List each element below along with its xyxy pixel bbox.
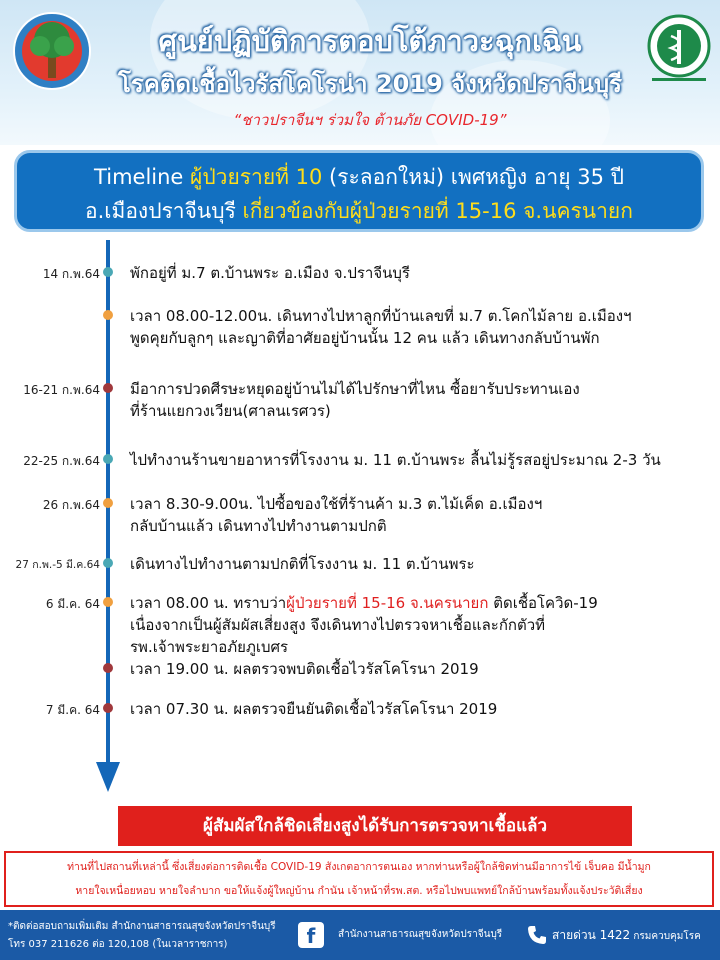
timeline-date: 26 ก.พ.64 xyxy=(42,498,100,512)
timeline-event xyxy=(130,493,715,537)
timeline-dot xyxy=(103,703,113,713)
banner-line-1 xyxy=(17,161,701,194)
contact-line: *ติดต่อสอบถามเพิ่มเติม สำนักงานสาธารณสุขจังหวัดปราจีนบุรี xyxy=(8,921,276,932)
timeline-dot xyxy=(103,267,113,277)
event-line: เนื่องจากเป็นผู้สัมผัสเสี่ยงสูง จึงเดินทางไปตรวจหาเชื้อและกักตัวที่ xyxy=(130,616,546,634)
timeline-date: 6 มี.ค. 64 xyxy=(45,597,100,611)
header-subtitle: โรคติดเชื้อไวรัสโคโรน่า 2019 จังหวัดปราจีนบุรี xyxy=(118,70,622,98)
header-slogan: “ชาวปราจีนฯ ร่วมใจ ต้านภัย COVID-19” xyxy=(233,111,507,129)
timeline-dot xyxy=(103,383,113,393)
hotline xyxy=(552,926,701,945)
risk-warning-box xyxy=(4,851,714,907)
timeline-arrow-head xyxy=(96,762,120,792)
timeline-date: 27 ก.พ.-5 มี.ค.64 xyxy=(15,559,100,571)
event-line: เวลา 08.00-12.00น. เดินทางไปหาลูกที่บ้านเลขที่ ม.7 ต.โคกไม้ลาย อ.เมืองฯ xyxy=(130,307,632,325)
timeline-date: 22-25 ก.พ.64 xyxy=(23,454,100,468)
phone-icon xyxy=(526,924,548,946)
timeline-event xyxy=(130,305,715,349)
facebook-icon[interactable]: f xyxy=(298,922,324,948)
hotline-number: สายด่วน 1422 xyxy=(552,928,631,942)
banner-line-2 xyxy=(17,195,701,228)
timeline-date: 16-21 ก.พ.64 xyxy=(23,383,100,397)
timeline-event xyxy=(130,592,715,658)
timeline-event: เวลา 19.00 น. ผลตรวจพบติดเชื้อไวรัสโคโรนา 2019 xyxy=(130,660,479,678)
timeline-banner xyxy=(14,150,704,232)
header-title: ศูนย์ปฏิบัติการตอบโต้ภาวะฉุกเฉิน xyxy=(158,24,582,58)
timeline-event: เวลา 07.30 น. ผลตรวจยืนยันติดเชื้อไวรัสโคโรนา 2019 xyxy=(130,700,498,718)
footer-contact xyxy=(8,918,276,954)
timeline-event xyxy=(130,378,715,422)
timeline-event: พักอยู่ที่ ม.7 ต.บ้านพระ อ.เมือง จ.ปราจีนบุรี xyxy=(130,264,410,282)
footer xyxy=(0,910,720,960)
header xyxy=(0,0,720,145)
event-text: เวลา 08.00 น. ทราบว่า xyxy=(130,594,287,612)
event-line: พูดคุยกับลูกๆ และญาติที่อาศัยอยู่บ้านนั้น 12 คน แล้ว เดินทางกลับบ้านพัก xyxy=(130,329,600,347)
timeline-dot xyxy=(103,597,113,607)
contact-phone: โทร 037 211626 ต่อ 120,108 (ในเวลาราชการ) xyxy=(8,939,228,950)
event-line: กลับบ้านแล้ว เดินทางไปทำงานตามปกติ xyxy=(130,517,387,535)
timeline-date: 7 มี.ค. 64 xyxy=(45,703,100,717)
banner-highlight: เกี่ยวข้องกับผู้ป่วยรายที่ 15-16 จ.นครนายก xyxy=(242,199,633,223)
banner-highlight: ผู้ป่วยรายที่ 10 xyxy=(190,165,323,189)
event-line: มีอาการปวดศีรษะหยุดอยู่บ้านไม่ได้ไปรักษาที่ไหน ซื้อยารับประทานเอง xyxy=(130,380,580,398)
warning-line: ท่านที่ไปสถานที่เหล่านี้ ซึ่งเสี่ยงต่อการติดเชื้อ COVID-19 สังเกตอาการตนเอง หากท่านหรือผู้ใกล้ชิดท่านมีอาการไข้ เจ็บคอ มีน้ำมูก xyxy=(67,861,651,873)
hotline-org: กรมควบคุมโรค xyxy=(633,931,701,942)
timeline-dot xyxy=(103,558,113,568)
event-line: ที่ร้านแยกวงเวียน(ศาลนเรศวร) xyxy=(130,402,331,420)
event-highlight: ผู้ป่วยรายที่ 15-16 จ.นครนายก xyxy=(286,594,489,612)
facebook-page-name[interactable]: สำนักงานสาธารณสุขจังหวัดปราจีนบุรี xyxy=(338,929,503,940)
timeline-dot xyxy=(103,663,113,673)
province-seal-logo xyxy=(8,10,96,92)
banner-prefix: อ.เมืองปราจีนบุรี xyxy=(85,199,243,223)
timeline-event: เดินทางไปทำงานตามปกติที่โรงงาน ม. 11 ต.บ้านพระ xyxy=(130,555,475,573)
timeline-event: ไปทำงานร้านขายอาหารที่โรงงาน ม. 11 ต.บ้านพระ ลื้นไม่รู้รสอยู่ประมาณ 2-3 วัน xyxy=(130,451,661,469)
banner-suffix: (ระลอกใหม่) เพศหญิง อายุ 35 ปี xyxy=(322,165,624,189)
event-line: เวลา 8.30-9.00น. ไปซื้อของใช้ที่ร้านค้า ม.3 ต.ไม้เค็ด อ.เมืองฯ xyxy=(130,495,543,513)
timeline-date: 14 ก.พ.64 xyxy=(42,267,100,281)
warning-line: หายใจเหนื่อยหอบ หายใจลำบาก ขอให้แจ้งผู้ใหญ่บ้าน กำนัน เจ้าหน้าที่รพ.สต. หรือไปพบแพทย์ใกล้บ้านพร้อมทั้งแจ้งประวัติเสี่ยง xyxy=(75,885,643,897)
event-line xyxy=(130,592,715,614)
timeline-dot xyxy=(103,498,113,508)
contact-tested-notice: ผู้สัมผัสใกล้ชิดเสี่ยงสูงได้รับการตรวจหาเชื้อแล้ว xyxy=(118,806,632,846)
banner-prefix: Timeline xyxy=(94,165,191,189)
timeline-dot xyxy=(103,310,113,320)
event-text: ติดเชื้อโควิด-19 xyxy=(488,594,598,612)
timeline-dot xyxy=(103,454,113,464)
ministry-of-public-health-logo xyxy=(646,12,712,88)
event-line: รพ.เจ้าพระยาอภัยภูเบศร xyxy=(130,638,289,656)
